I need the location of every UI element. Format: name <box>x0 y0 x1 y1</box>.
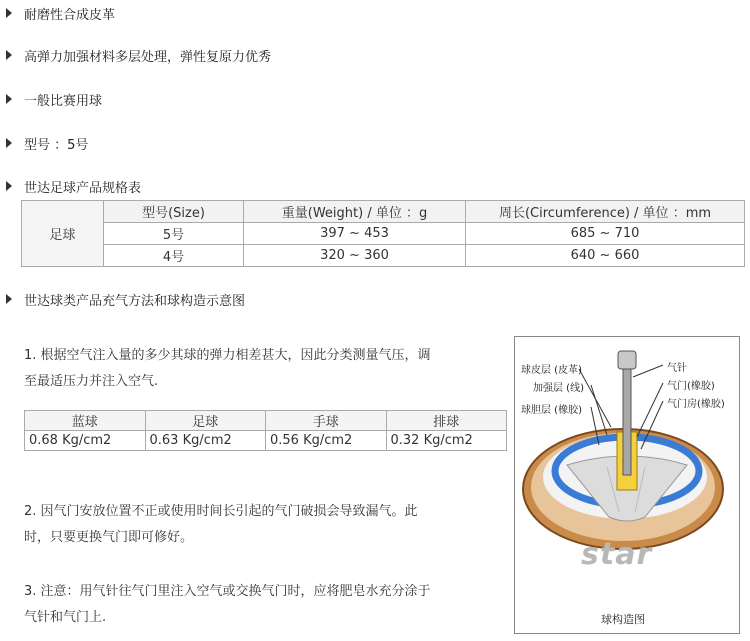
spec-cell: 4号 <box>104 245 244 267</box>
note-3-line-2: 气针和气门上. <box>24 610 107 625</box>
spec-header-size: 型号(Size) <box>104 201 244 223</box>
table-row <box>25 431 507 451</box>
spec-header-weight: 重量(Weight) / 单位 ：g <box>244 201 466 223</box>
pressure-table <box>24 410 507 451</box>
pressure-value: 0.32 Kg/cm2 <box>386 431 507 451</box>
note-2-line-1: 2. 因气门安放位置不正或使用时间长引起的气门破损会导致漏气。此 <box>24 504 418 519</box>
bullet-item: 型号 ：5号 <box>6 133 88 153</box>
spec-cell: 5号 <box>104 223 244 245</box>
label-valve-house: 气门房(橡胶) <box>667 399 725 410</box>
pressure-header: 足球 <box>145 411 266 431</box>
label-bladder-layer: 球胆层 (橡胶) <box>521 405 582 416</box>
note-1-line-1: 1. 根据空气注入量的多少其球的弹力相差甚大，因此分类测量气压，调 <box>24 348 431 363</box>
table-row <box>22 245 745 267</box>
spec-cell: 320 ~ 360 <box>244 245 466 267</box>
pressure-value: 0.56 Kg/cm2 <box>266 431 387 451</box>
note-1 <box>24 343 504 395</box>
note-2 <box>24 499 504 551</box>
label-reinforce-layer: 加强层 (线) <box>533 383 584 394</box>
bullet-item: 耐磨性合成皮革 <box>6 3 115 23</box>
table-row <box>22 223 745 245</box>
spec-cell: 640 ~ 660 <box>466 245 745 267</box>
spec-header-circumference: 周长(Circumference) / 单位 ：mm <box>466 201 745 223</box>
triangle-bullet-icon <box>6 50 12 60</box>
triangle-bullet-icon <box>6 94 12 104</box>
star-logo: star <box>581 537 653 572</box>
pressure-header: 排球 <box>386 411 507 431</box>
table-row <box>25 411 507 431</box>
label-valve: 气门(橡胶) <box>667 381 715 392</box>
note-3-line-1: 3. 注意：用气针往气门里注入空气或交换气门时，应将肥皂水充分涂于 <box>24 584 431 599</box>
spec-row-label: 足球 <box>22 201 104 267</box>
note-3 <box>24 579 504 631</box>
bullet-item: 世达足球产品规格表 <box>6 176 141 196</box>
pressure-value: 0.63 Kg/cm2 <box>145 431 266 451</box>
diagram-caption: 球构造图 <box>601 613 645 626</box>
bullet-item: 世达球类产品充气方法和球构造示意图 <box>6 289 245 309</box>
bullet-item: 高弹力加强材料多层处理，弹性复原力优秀 <box>6 45 271 65</box>
triangle-bullet-icon <box>6 294 12 304</box>
spec-cell: 397 ~ 453 <box>244 223 466 245</box>
note-2-line-2: 时，只要更换气门即可修好。 <box>24 530 194 545</box>
bullet-item: 一般比赛用球 <box>6 89 102 109</box>
triangle-bullet-icon <box>6 181 12 191</box>
spec-cell: 685 ~ 710 <box>466 223 745 245</box>
spec-table <box>21 200 745 267</box>
pressure-value: 0.68 Kg/cm2 <box>25 431 146 451</box>
pressure-header: 手球 <box>266 411 387 431</box>
label-cover-layer: 球皮层 (皮革) <box>521 365 582 376</box>
triangle-bullet-icon <box>6 138 12 148</box>
ball-structure-diagram <box>514 336 740 634</box>
triangle-bullet-icon <box>6 8 12 18</box>
note-1-line-2: 至最适压力并注入空气. <box>24 374 159 389</box>
pressure-header: 蓝球 <box>25 411 146 431</box>
label-needle: 气针 <box>667 363 687 374</box>
